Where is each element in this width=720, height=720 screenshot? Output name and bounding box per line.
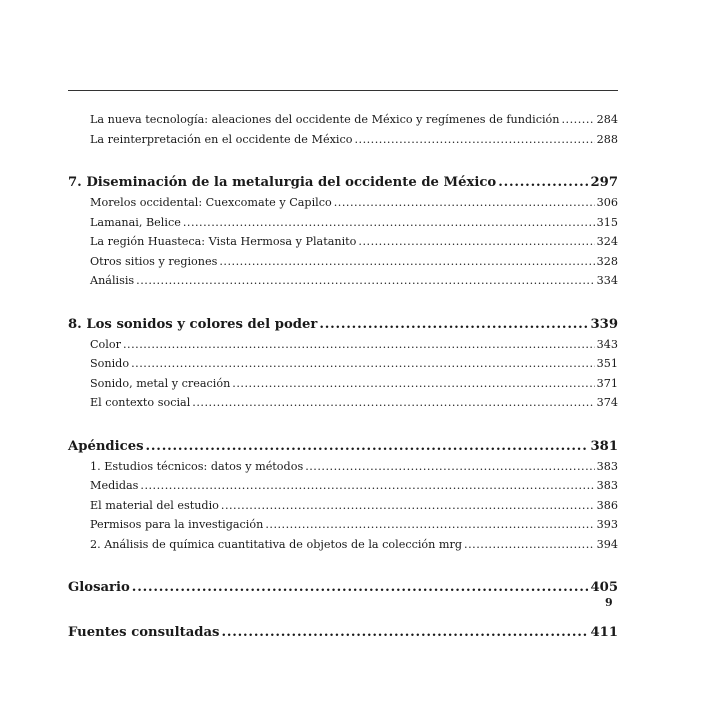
- dot-leader: [221, 623, 588, 643]
- dot-leader: [354, 130, 594, 150]
- toc-entry-page: 324: [596, 235, 618, 248]
- toc-entry-title: Apéndices: [68, 438, 144, 454]
- toc-entry-page: 411: [590, 625, 618, 640]
- toc-entry-title: 8. Los sonidos y colores del poder: [68, 316, 318, 332]
- toc-entry-title: La región Huasteca: Vista Hermosa y Platanito: [90, 235, 357, 248]
- dot-leader: [136, 271, 594, 291]
- dot-leader: [561, 110, 594, 130]
- toc-entry-title: Sonido, metal y creación: [90, 376, 231, 390]
- toc-section-entry: [68, 110, 618, 130]
- toc-section-entry: [68, 213, 618, 233]
- toc-chapter-entry: [68, 578, 618, 598]
- toc-entry-title: Morelos occidental: Cuexcomate y Capilco: [90, 196, 332, 209]
- toc-entry-page: 383: [596, 459, 618, 473]
- toc-section-entry: [68, 496, 618, 516]
- toc-entry-page: 297: [590, 175, 618, 190]
- toc-entry-page: 371: [596, 376, 618, 390]
- toc-section-entry: [68, 271, 618, 291]
- dot-leader: [305, 457, 594, 477]
- toc-entry-page: 288: [596, 132, 618, 146]
- toc-entry-title: La nueva tecnología: aleaciones del occidente de México y regímenes de fundición: [90, 113, 560, 126]
- toc-entry-page: 374: [596, 396, 618, 409]
- toc-entry-title: El material del estudio: [90, 498, 219, 512]
- toc-entry-title: Lamanai, Belice: [90, 215, 181, 229]
- dot-leader: [221, 496, 595, 516]
- dot-leader: [498, 173, 588, 193]
- toc-entry-page: 339: [590, 316, 618, 332]
- dot-leader: [192, 393, 594, 413]
- page-number: 9: [605, 596, 613, 609]
- toc-entry-title: Fuentes consultadas: [68, 625, 220, 640]
- toc-entry-title: Glosario: [68, 580, 130, 595]
- toc-entry-title: La reinterpretación en el occidente de México: [90, 132, 353, 146]
- toc-section-entry: [68, 354, 618, 374]
- toc-section-entry: [68, 232, 618, 252]
- toc-entry-title: El contexto social: [90, 396, 191, 409]
- dot-leader: [183, 213, 595, 233]
- dot-leader: [146, 437, 589, 457]
- toc-entry-page: 383: [596, 479, 618, 492]
- toc-section-entry: [68, 252, 618, 272]
- toc-chapter-entry: [68, 315, 618, 335]
- toc-section-entry: [68, 515, 618, 535]
- dot-leader: [464, 535, 595, 555]
- toc-chapter-entry: [68, 437, 618, 457]
- toc-section-entry: [68, 457, 618, 477]
- toc-entry-page: 394: [596, 537, 618, 551]
- section-spacer: [68, 554, 618, 578]
- toc-entry-page: 315: [596, 215, 618, 229]
- toc-entry-title: Medidas: [90, 479, 139, 492]
- toc-entry-title: Color: [90, 337, 121, 351]
- dot-leader: [319, 315, 588, 335]
- toc-entry-title: Otros sitios y regiones: [90, 254, 218, 268]
- toc-entry-title: Sonido: [90, 357, 130, 370]
- toc-entry-title: 1. Estudios técnicos: datos y métodos: [90, 459, 304, 473]
- dot-leader: [131, 354, 595, 374]
- section-spacer: [68, 413, 618, 437]
- toc-section-entry: [68, 535, 618, 555]
- dot-leader: [265, 515, 594, 535]
- toc-entry-page: 381: [590, 438, 618, 454]
- table-of-contents: [68, 110, 618, 643]
- section-spacer: [68, 598, 618, 623]
- toc-chapter-entry: [68, 623, 618, 643]
- toc-entry-page: 351: [596, 357, 618, 370]
- toc-entry-title: Análisis: [90, 274, 135, 287]
- toc-section-entry: [68, 193, 618, 213]
- section-spacer: [68, 291, 618, 315]
- dot-leader: [358, 232, 594, 252]
- toc-entry-title: 2. Análisis de química cuantitativa de objetos de la colección mrg: [90, 537, 463, 551]
- toc-section-entry: [68, 130, 618, 150]
- top-rule: [68, 90, 618, 91]
- toc-entry-page: 386: [596, 498, 618, 512]
- toc-chapter-entry: [68, 173, 618, 193]
- toc-entry-title: Permisos para la investigación: [90, 518, 264, 531]
- toc-entry-page: 328: [596, 254, 618, 268]
- toc-entry-page: 284: [596, 113, 618, 126]
- dot-leader: [140, 476, 594, 496]
- dot-leader: [232, 374, 594, 394]
- toc-section-entry: [68, 335, 618, 355]
- dot-leader: [219, 252, 594, 272]
- toc-entry-title: 7. Diseminación de la metalurgia del occidente de México: [68, 175, 497, 190]
- dot-leader: [132, 578, 589, 598]
- dot-leader: [334, 193, 595, 213]
- toc-section-entry: [68, 476, 618, 496]
- toc-entry-page: 343: [596, 337, 618, 351]
- section-spacer: [68, 149, 618, 173]
- dot-leader: [123, 335, 595, 355]
- toc-entry-page: 405: [590, 580, 618, 595]
- toc-entry-page: 306: [596, 196, 618, 209]
- toc-section-entry: [68, 393, 618, 413]
- toc-entry-page: 334: [596, 274, 618, 287]
- toc-section-entry: [68, 374, 618, 394]
- toc-entry-page: 393: [596, 518, 618, 531]
